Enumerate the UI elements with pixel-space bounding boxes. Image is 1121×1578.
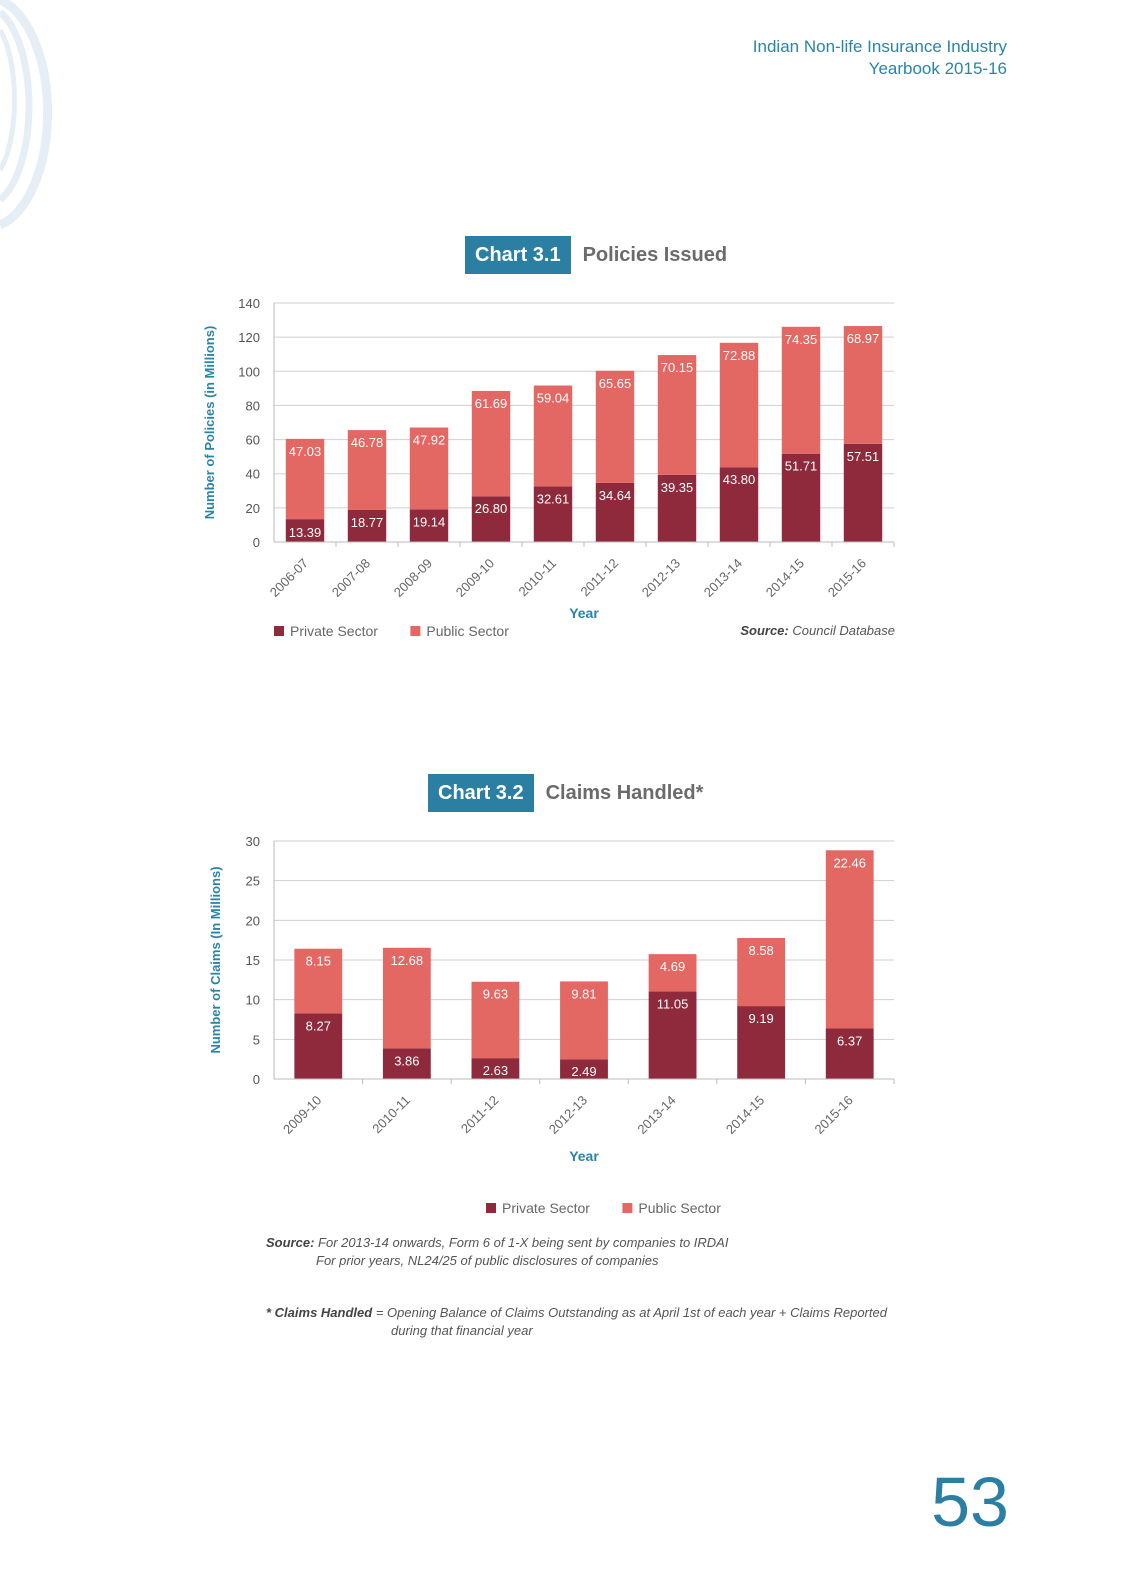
- x-tick-label: 2011-12: [457, 1092, 502, 1137]
- data-label-public: 47.92: [412, 432, 446, 448]
- legend-label: Public Sector: [638, 1200, 721, 1216]
- chart2-source-label: Source:: [266, 1235, 315, 1250]
- legend-label: Private Sector: [290, 623, 378, 639]
- data-label-public: 59.04: [536, 390, 570, 406]
- y-tick-label: 25: [245, 873, 260, 889]
- chart2-source: [266, 1234, 728, 1270]
- data-label-private: 2.63: [482, 1063, 509, 1079]
- x-axis-title: Year: [569, 605, 599, 621]
- data-label-private: 26.80: [474, 501, 508, 517]
- data-label-public: 47.03: [288, 443, 322, 459]
- y-tick-label: 120: [238, 330, 260, 346]
- claims-note-line1: = Opening Balance of Claims Outstanding as at April 1st of each year + Claims Reported: [375, 1305, 887, 1320]
- x-tick-label: 2008-09: [390, 555, 436, 600]
- claims-note-line2: during that financial year: [391, 1323, 533, 1338]
- y-tick-label: 15: [245, 953, 260, 968]
- chart1-name: Policies Issued: [582, 243, 728, 266]
- bar-public: [826, 850, 874, 1028]
- x-tick-label: 2015-16: [811, 1092, 856, 1137]
- data-label-public: 68.97: [846, 331, 880, 347]
- data-label-public: 9.81: [571, 986, 597, 1002]
- data-label-private: 6.37: [837, 1033, 863, 1049]
- data-label-private: 19.14: [412, 514, 446, 530]
- header-line2: Yearbook 2015-16: [868, 59, 1007, 78]
- data-label-public: 8.15: [305, 953, 331, 969]
- legend-label: Private Sector: [502, 1200, 590, 1216]
- x-tick-label: 2012-13: [638, 555, 684, 600]
- x-tick-label: 2013-14: [700, 555, 746, 600]
- data-label-private: 51.71: [784, 458, 818, 474]
- y-tick-label: 100: [238, 364, 260, 380]
- y-tick-label: 20: [245, 500, 260, 516]
- y-tick-label: 30: [245, 834, 260, 849]
- legend-label: Public Sector: [426, 623, 509, 639]
- data-label-public: 65.65: [598, 375, 632, 391]
- y-tick-label: 10: [245, 992, 260, 1008]
- data-label-private: 3.86: [394, 1053, 420, 1069]
- y-tick-label: 140: [238, 296, 260, 311]
- data-label-private: 11.05: [656, 996, 689, 1012]
- data-label-private: 32.61: [536, 491, 570, 507]
- y-tick-label: 80: [245, 398, 260, 414]
- x-axis-title: Year: [569, 1148, 599, 1164]
- y-axis-title: Number of Claims (In Millions): [208, 866, 223, 1054]
- y-tick-label: 20: [245, 913, 260, 929]
- data-label-public: 12.68: [390, 952, 424, 968]
- x-tick-label: 2014-15: [762, 555, 808, 600]
- x-tick-label: 2012-13: [545, 1092, 591, 1137]
- data-label-public: 70.15: [660, 360, 694, 376]
- data-label-private: 13.39: [288, 525, 322, 540]
- y-tick-label: 0: [252, 1072, 260, 1087]
- y-tick-label: 60: [245, 432, 260, 448]
- data-label-public: 22.46: [833, 855, 866, 871]
- y-axis-title: Number of Policies (in Millions): [202, 325, 217, 520]
- legend-swatch: [486, 1203, 496, 1213]
- chart1-source-label: Source:: [740, 623, 789, 638]
- x-tick-label: 2015-16: [824, 555, 870, 600]
- x-tick-label: 2011-12: [577, 555, 622, 600]
- page-number: 53: [931, 1463, 1009, 1541]
- data-label-private: 8.27: [305, 1018, 331, 1034]
- x-tick-label: 2010-11: [369, 1092, 413, 1137]
- chart2-source-line2: For prior years, NL24/25 of public disclosures of companies: [316, 1253, 659, 1268]
- data-label-private: 18.77: [350, 514, 384, 530]
- legend-swatch: [622, 1203, 632, 1213]
- data-label-public: 74.35: [784, 331, 818, 347]
- data-label-public: 46.78: [350, 435, 384, 451]
- data-label-private: 43.80: [722, 472, 756, 488]
- x-tick-label: 2009-10: [452, 555, 498, 600]
- x-tick-label: 2006-07: [266, 555, 312, 600]
- claims-note-label: * Claims Handled: [266, 1305, 373, 1320]
- chart1-tag: Chart 3.1: [465, 236, 571, 274]
- x-tick-label: 2014-15: [722, 1092, 768, 1137]
- data-label-private: 39.35: [660, 479, 694, 495]
- data-label-public: 61.69: [474, 395, 508, 411]
- chart2-name: Claims Handled*: [545, 781, 704, 804]
- x-tick-label: 2010-11: [515, 555, 560, 600]
- chart2-source-line1: For 2013-14 onwards, Form 6 of 1-X being sent by companies to IRDAI: [318, 1235, 729, 1250]
- chart2-tag: Chart 3.2: [428, 774, 534, 812]
- claims-note: [266, 1304, 887, 1340]
- y-tick-label: 40: [245, 466, 260, 482]
- chart1-source-text: Council Database: [792, 623, 895, 638]
- data-label-public: 72.88: [722, 347, 756, 363]
- data-label-private: 34.64: [598, 487, 632, 503]
- y-tick-label: 0: [252, 535, 260, 550]
- header-line1: Indian Non-life Insurance Industry: [752, 37, 1007, 56]
- x-tick-label: 2013-14: [634, 1092, 679, 1137]
- data-label-private: 57.51: [846, 448, 880, 464]
- x-tick-label: 2007-08: [328, 555, 374, 600]
- data-label-public: 4.69: [659, 959, 686, 975]
- data-label-private: 2.49: [571, 1064, 597, 1080]
- x-tick-label: 2009-10: [280, 1092, 325, 1137]
- data-label-public: 8.58: [748, 943, 774, 959]
- data-label-private: 9.19: [748, 1011, 774, 1027]
- data-label-public: 9.63: [482, 986, 509, 1002]
- y-tick-label: 5: [252, 1032, 260, 1048]
